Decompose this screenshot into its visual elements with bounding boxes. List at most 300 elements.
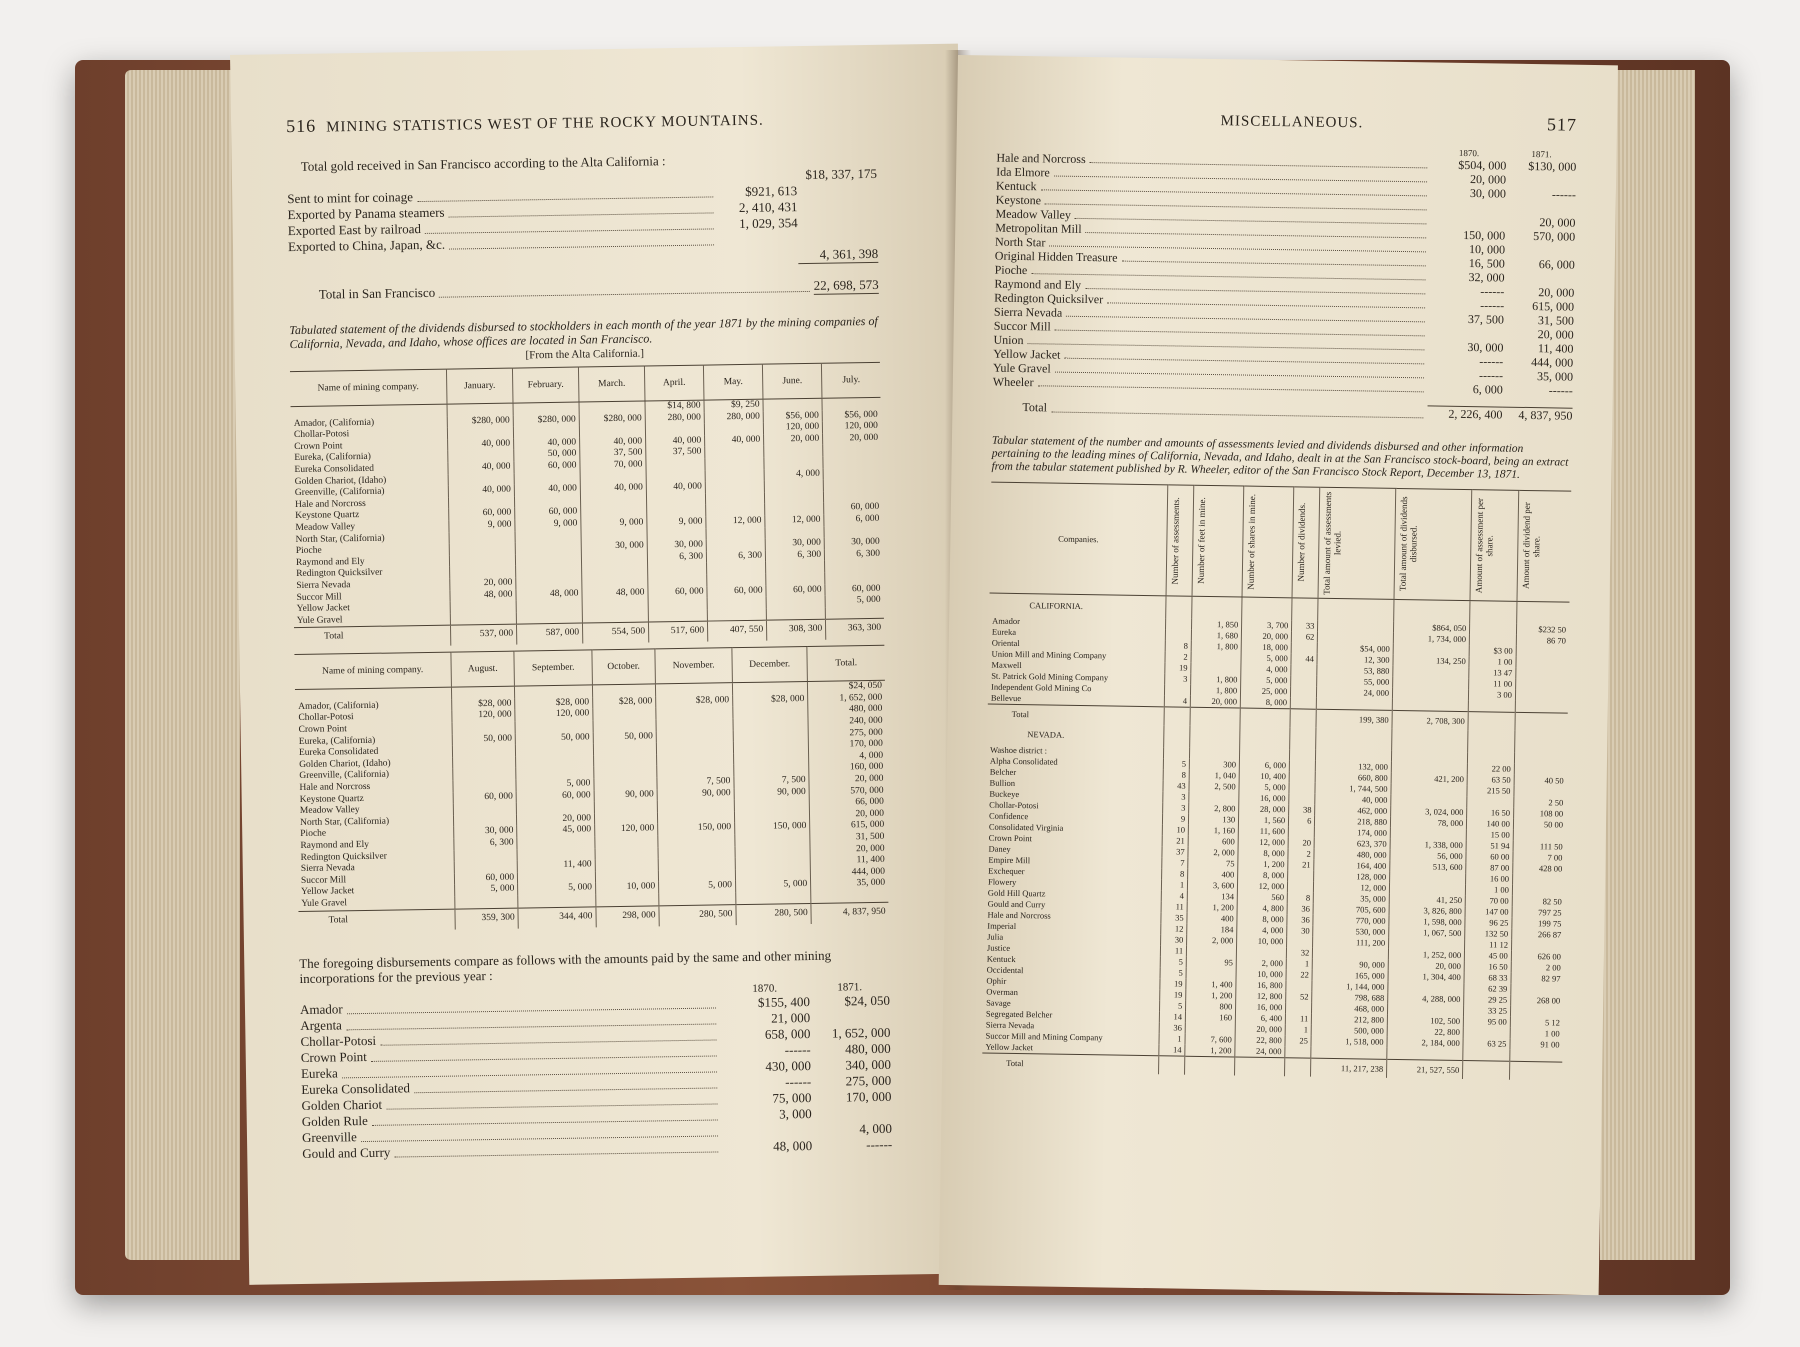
jan-jul-cell: 37, 500	[646, 447, 705, 460]
nevada-cell: 300	[1189, 759, 1239, 771]
nevada-cell	[1512, 885, 1565, 897]
aug-dec-cell: 50, 000	[593, 731, 656, 744]
aug-dec-company: Eureka Consolidated	[298, 747, 379, 759]
jan-jul-header-3: March.	[578, 366, 645, 402]
nevada-cell: 11	[1160, 945, 1186, 956]
compare-label: Eureka Consolidated	[301, 1079, 411, 1097]
nevada-cell: 5 12	[1510, 1017, 1563, 1029]
assess-cell	[1166, 596, 1193, 619]
aug-dec-header-3: October.	[592, 649, 656, 685]
cont-label: Original Hidden Treasure	[994, 248, 1118, 265]
nevada-total-cell	[1235, 1057, 1285, 1076]
california-cell	[1516, 679, 1569, 691]
cont-1871: 31, 500	[1537, 313, 1575, 328]
nevada-cell: 12	[1161, 923, 1187, 934]
nevada-cell	[1289, 771, 1315, 782]
california-total-cell	[1468, 712, 1515, 731]
jan-jul-cell	[515, 553, 581, 566]
compare-1871: 275, 000	[845, 1072, 892, 1089]
nevada-cell: 36	[1159, 1022, 1185, 1033]
nevada-cell: 35	[1161, 912, 1187, 923]
nevada-cell: 16, 800	[1236, 979, 1286, 991]
jan-jul-cell	[765, 526, 824, 539]
california-company: Amador	[992, 615, 1021, 627]
nevada-cell: 480, 000	[1314, 849, 1390, 861]
california-total-cell: 2, 708, 300	[1392, 710, 1468, 730]
california-cell: 4	[1164, 695, 1190, 707]
nevada-cell: 38	[1289, 804, 1315, 815]
nevada-cell: 10, 000	[1237, 935, 1287, 947]
nevada-cell: 10	[1162, 824, 1188, 835]
california-company: Maxwell	[991, 659, 1022, 671]
cont-label: Metropolitan Mill	[995, 220, 1082, 236]
gold-row-label: Exported to China, Japan, &c.	[287, 236, 446, 255]
jan-jul-cell: 40, 000	[580, 436, 646, 449]
nevada-cell: 215 50	[1467, 785, 1514, 797]
compare-label: Greenville	[301, 1128, 357, 1145]
nevada-cell	[1286, 980, 1312, 991]
nevada-cell: 212, 800	[1312, 1014, 1388, 1026]
aug-dec-cell: 5, 000	[455, 884, 518, 897]
jan-jul-cell	[823, 467, 882, 480]
nevada-cell: 14	[1159, 1011, 1185, 1022]
gold-subtotal: 4, 361, 398	[819, 245, 879, 262]
nevada-cell: 4	[1161, 890, 1187, 901]
jan-jul-cell	[579, 425, 645, 438]
california-cell	[1468, 700, 1515, 712]
nevada-cell: 51 94	[1466, 840, 1513, 852]
nevada-cell: 75	[1188, 858, 1238, 870]
california-cell: 2	[1165, 651, 1191, 662]
nevada-cell: 82 97	[1511, 973, 1564, 985]
jan-jul-cell: 30, 000	[581, 541, 647, 554]
california-cell: 18, 000	[1241, 642, 1291, 654]
aug-dec-company: Meadow Valley	[299, 805, 360, 817]
jan-jul-cell	[448, 473, 514, 486]
jan-jul-company: Chollar-Potosi	[293, 429, 350, 441]
nevada-company: Imperial	[987, 920, 1017, 932]
assess-header-text: Number of feet in mine.	[1195, 497, 1208, 585]
nevada-cell	[1187, 946, 1237, 958]
left-head-title: MINING STATISTICS WEST OF THE ROCKY MOUNTAINS.	[326, 112, 764, 136]
jan-jul-cell: 6, 300	[765, 549, 824, 562]
nevada-cell: 16 50	[1467, 807, 1514, 819]
california-cell	[1516, 668, 1569, 680]
jan-jul-cell: 40, 000	[514, 484, 580, 497]
cont-1870: 6, 000	[1472, 382, 1503, 397]
jan-jul-cell	[513, 402, 579, 415]
california-cell: $232 50	[1516, 624, 1569, 636]
california-total-cell	[1290, 709, 1316, 728]
cont-1870: 20, 000	[1470, 172, 1507, 187]
jan-jul-cell: 12, 000	[706, 516, 765, 529]
nevada-cell: 56, 000	[1390, 850, 1466, 862]
dot-leader	[1037, 385, 1423, 392]
nevada-cell: 600	[1188, 836, 1238, 848]
jan-jul-total-cell: 407, 550	[708, 620, 767, 641]
jan-jul-cell	[766, 607, 825, 620]
aug-dec-cell: 10, 000	[595, 882, 658, 895]
jan-jul-cell: 60, 000	[514, 461, 580, 474]
nevada-company: Savage	[986, 997, 1011, 1008]
california-cell: 8	[1165, 640, 1191, 651]
california-cell: $864, 050	[1394, 622, 1470, 634]
jan-jul-cell: 60, 000	[515, 507, 581, 520]
jan-jul-cell: 40, 000	[448, 485, 514, 498]
jan-jul-total-cell: 363, 300	[826, 619, 885, 640]
nevada-cell	[1189, 792, 1239, 804]
cont-label: Hale and Norcross	[996, 150, 1086, 167]
right-head-title: MISCELLANEOUS.	[1220, 113, 1364, 132]
aug-dec-cell: 7, 500	[657, 776, 734, 789]
cont-1871: 615, 000	[1532, 299, 1575, 314]
jan-jul-cell: 120, 000	[763, 422, 822, 435]
cont-1871: 11, 400	[1537, 341, 1574, 356]
nevada-cell: 2, 500	[1189, 781, 1239, 793]
jan-jul-cell	[450, 601, 516, 614]
nevada-cell: 199 75	[1512, 918, 1565, 930]
nevada-cell: 30	[1161, 934, 1187, 945]
nevada-cell: 3, 024, 000	[1391, 806, 1467, 818]
nevada-cell: 1, 040	[1189, 770, 1239, 782]
jan-jul-cell	[764, 457, 823, 470]
assess-header-text: Total amount of assessments levied.	[1321, 491, 1343, 595]
nevada-cell: 40, 000	[1315, 794, 1391, 806]
nevada-cell: 24, 000	[1235, 1045, 1285, 1057]
nevada-cell: 62 39	[1464, 983, 1511, 995]
nevada-cell	[1510, 1006, 1563, 1018]
nevada-cell: 468, 000	[1312, 1003, 1388, 1015]
cont-label: Raymond and Ely	[994, 276, 1082, 292]
jan-jul-cell	[823, 479, 882, 492]
nevada-cell: 8, 000	[1238, 869, 1288, 881]
nevada-cell: 35, 000	[1314, 893, 1390, 905]
aug-dec-cell: 5, 000	[518, 883, 596, 896]
assess-cell	[1192, 596, 1242, 619]
nevada-cell: 6, 000	[1239, 760, 1289, 772]
cont-1870: 150, 000	[1463, 227, 1506, 243]
compare-1870: $155, 400	[757, 993, 811, 1010]
nevada-company: Alpha Consolidated	[989, 755, 1058, 767]
jan-jul-cell	[825, 572, 884, 585]
nevada-cell: 660, 800	[1315, 772, 1391, 784]
nevada-cell: 16, 000	[1239, 793, 1289, 805]
nevada-cell: 421, 200	[1391, 773, 1467, 785]
nevada-cell: 1, 160	[1188, 825, 1238, 837]
gold-intro: Total gold received in San Francisco according to the Alta California :	[300, 153, 666, 174]
jan-jul-cell	[707, 562, 766, 575]
nevada-cell: 7	[1162, 857, 1188, 868]
nevada-cell: 130	[1189, 814, 1239, 826]
nevada-cell: 41, 250	[1389, 894, 1465, 906]
jan-jul-cell: 12, 000	[765, 515, 824, 528]
jan-jul-cell: 20, 000	[450, 577, 516, 590]
jan-jul-cell: 70, 000	[580, 459, 646, 472]
nevada-cell: 5	[1160, 956, 1186, 967]
jan-jul-cell: 20, 000	[823, 433, 882, 446]
nevada-total-cell	[1285, 1058, 1311, 1077]
jan-jul-cell	[646, 470, 705, 483]
cont-1870: $504, 000	[1458, 157, 1507, 173]
assess-cell	[1392, 729, 1469, 752]
california-cell: 3 00	[1469, 689, 1516, 701]
nevada-cell: 560	[1237, 891, 1287, 903]
aug-dec-header-1: August.	[451, 651, 515, 687]
nevada-cell: 2, 000	[1187, 935, 1237, 947]
nevada-cell	[1510, 1050, 1563, 1062]
jan-jul-cell: 40, 000	[580, 483, 646, 496]
california-total-cell	[1240, 708, 1290, 727]
nevada-cell: 20	[1288, 837, 1314, 848]
cont-1871: ------	[1548, 383, 1573, 398]
nevada-cell: 428 00	[1513, 863, 1566, 875]
jan-jul-company: Meadow Valley	[295, 522, 356, 533]
jan-jul-cell: $280, 000	[447, 415, 513, 428]
jan-jul-cell	[450, 566, 516, 579]
right-page	[939, 55, 1618, 1295]
jan-jul-cell	[705, 492, 764, 505]
nevada-total-label: Total	[982, 1053, 1159, 1074]
nevada-cell: 1	[1285, 1024, 1311, 1035]
compare-label: Eureka	[300, 1064, 338, 1081]
assess-cell	[1517, 601, 1570, 624]
nevada-cell: 45 00	[1465, 950, 1512, 962]
nevada-cell: 770, 000	[1313, 915, 1389, 927]
california-cell	[1191, 652, 1241, 664]
nevada-cell: 800	[1186, 1001, 1236, 1013]
jan-jul-cell	[648, 598, 707, 611]
aug-dec-company: Eureka, (California)	[298, 735, 376, 747]
compare-label: Crown Point	[300, 1048, 367, 1065]
nevada-company: Crown Point	[988, 832, 1033, 844]
aug-dec-cell	[593, 743, 656, 756]
jan-jul-header-6: June.	[763, 363, 823, 399]
california-cell: 3	[1165, 673, 1191, 684]
nevada-cell	[1185, 1023, 1235, 1035]
jan-jul-cell	[647, 528, 706, 541]
nevada-cell: 623, 370	[1314, 838, 1390, 850]
california-cell	[1290, 697, 1316, 709]
nevada-company: Empire Mill	[988, 854, 1031, 866]
nevada-cell: 3, 826, 800	[1389, 905, 1465, 917]
nevada-cell: 16 50	[1464, 961, 1511, 973]
nevada-company: Flowery	[987, 876, 1017, 888]
nevada-cell: 21	[1162, 835, 1188, 846]
jan-jul-cell	[825, 560, 884, 573]
jan-jul-cell	[514, 495, 580, 508]
dividends-table-jan-jul	[290, 362, 884, 649]
nevada-cell: 63 50	[1467, 774, 1514, 786]
jan-jul-cell	[704, 423, 763, 436]
aug-dec-cell: 90, 000	[594, 789, 657, 802]
jan-jul-company: Golden Chariot, (Idaho)	[294, 475, 387, 487]
nevada-cell: 1	[1159, 1033, 1185, 1044]
california-company: St. Patrick Gold Mining Company	[991, 670, 1109, 683]
jan-jul-cell: $280, 000	[513, 414, 579, 427]
jan-jul-cell	[646, 459, 705, 472]
aug-dec-cell	[595, 870, 658, 883]
compare-year-1871: 1871.	[837, 980, 863, 994]
gold-row-value: 1, 029, 354	[739, 215, 798, 232]
california-cell	[1469, 634, 1516, 646]
left-page	[230, 44, 977, 1285]
california-cell: 53, 880	[1317, 665, 1393, 677]
jan-jul-company: Hale and Norcross	[294, 498, 366, 510]
assess-cell	[1318, 598, 1394, 622]
jan-jul-company: Yellow Jacket	[296, 603, 350, 615]
aug-dec-company: North Star, (California)	[299, 816, 390, 828]
california-cell: 20, 000	[1190, 696, 1240, 708]
jan-jul-cell	[582, 564, 648, 577]
nevada-company: Overman	[986, 986, 1019, 998]
nevada-cell: 43	[1163, 780, 1189, 791]
jan-jul-cell: 9, 000	[515, 518, 581, 531]
dividends-table-title: Tabulated statement of the dividends disbursed to stockholders in each month of the year 1871 by the mining companies of California, Nevada, and Idaho, whose offices are located in San Francisco.	[289, 313, 878, 352]
nevada-cell: 184	[1187, 924, 1237, 936]
aug-dec-cell: 5, 000	[735, 879, 810, 892]
jan-jul-cell	[448, 450, 514, 463]
aug-dec-cell: 11, 400	[517, 860, 595, 873]
cont-1870: 10, 000	[1468, 242, 1506, 257]
aug-dec-cell: 50, 000	[515, 732, 593, 745]
california-company: Union Mill and Mining Company	[991, 648, 1107, 661]
gold-total-received: $18, 337, 175	[805, 165, 878, 182]
nevada-cell: 797 25	[1512, 907, 1565, 919]
california-company: Bellevue	[990, 692, 1022, 704]
cont-label: Sierra Nevada	[993, 304, 1063, 320]
nevada-cell	[1288, 826, 1314, 837]
nevada-cell: 78, 000	[1390, 817, 1466, 829]
nevada-total-cell	[1509, 1061, 1562, 1080]
nevada-cell: 16 00	[1466, 873, 1513, 885]
compare-1870: 3, 000	[779, 1105, 812, 1122]
jan-jul-cell	[581, 506, 647, 519]
nevada-company: Kentuck	[986, 953, 1016, 965]
nevada-cell: 22	[1286, 969, 1312, 980]
cont-label: Yule Gravel	[992, 360, 1051, 376]
nevada-cell: 91 00	[1510, 1039, 1563, 1051]
california-cell	[1164, 684, 1190, 695]
assess-cell	[1242, 597, 1292, 620]
nevada-company: Daney	[988, 843, 1011, 854]
nevada-cell: 10, 000	[1236, 968, 1286, 980]
jan-jul-company: Raymond and Ely	[295, 556, 365, 568]
california-cell	[1291, 686, 1317, 697]
california-cell: 1, 734, 000	[1393, 633, 1469, 645]
jan-jul-cell	[764, 445, 823, 458]
jan-jul-company: Keystone Quartz	[295, 510, 360, 522]
assess-cell	[1290, 727, 1316, 749]
nevada-total-cell	[1159, 1056, 1185, 1075]
nevada-cell: 25	[1285, 1035, 1311, 1046]
nevada-cell: 9	[1162, 813, 1188, 824]
nevada-cell: 22 00	[1467, 763, 1514, 775]
jan-jul-cell: 40, 000	[705, 434, 764, 447]
jan-jul-cell	[516, 600, 582, 613]
nevada-cell: 20, 000	[1388, 960, 1464, 972]
california-cell: 5, 000	[1241, 653, 1291, 665]
assess-cell	[1292, 598, 1319, 621]
aug-dec-cell	[453, 803, 516, 816]
nevada-cell	[1512, 874, 1565, 886]
assessments-table	[982, 482, 1571, 1081]
california-cell	[1191, 663, 1241, 675]
aug-dec-cell: 7, 500	[734, 775, 809, 788]
assess-header-7	[1470, 490, 1518, 602]
aug-dec-cell: 45, 000	[517, 825, 595, 838]
california-cell: 1, 800	[1191, 641, 1241, 653]
nevada-cell: 1 00	[1466, 884, 1513, 896]
nevada-cell: 16, 000	[1236, 1001, 1286, 1013]
california-cell: 33	[1292, 620, 1318, 631]
jan-jul-cell: 20, 000	[764, 434, 823, 447]
aug-dec-cell: 615, 000	[810, 820, 888, 833]
jan-jul-cell	[823, 456, 882, 469]
nevada-cell: 11, 600	[1238, 826, 1288, 838]
nevada-cell: 2 50	[1514, 797, 1567, 809]
nevada-cell: 32	[1287, 947, 1313, 958]
aug-dec-total-label: Total	[298, 909, 455, 932]
assessments-title: Tabular statement of the number and amounts of assessments levied and dividends disbursed and other information pertaining to the leading mines of California, Nevada, and Idaho, dealt in at the San Francisco stock-board, being an extract from the tabular statement published by R. Wheeler, editor of the San Francisco Stock Report, December 13, 1871.	[991, 434, 1569, 481]
nevada-cell: 1, 744, 500	[1315, 783, 1391, 795]
jan-jul-cell	[825, 606, 884, 619]
aug-dec-company: Raymond and Ely	[300, 839, 370, 851]
nevada-cell: 50 00	[1513, 819, 1566, 831]
aug-dec-cell: 4, 000	[809, 751, 887, 764]
nevada-cell: 108 00	[1514, 808, 1567, 820]
nevada-cell: 14	[1159, 1044, 1185, 1056]
jan-jul-cell	[706, 539, 765, 552]
nevada-cell	[1237, 946, 1287, 958]
aug-dec-cell	[595, 847, 658, 860]
california-cell	[1515, 701, 1568, 713]
jan-jul-cell: 9, 000	[581, 517, 647, 530]
nevada-cell: 19	[1160, 989, 1186, 1000]
nevada-cell: 140 00	[1467, 818, 1514, 830]
nevada-company: Gold Hill Quartz	[987, 887, 1046, 899]
compare-1870: 75, 000	[772, 1089, 812, 1106]
nevada-cell: 5	[1160, 967, 1186, 978]
california-cell	[1515, 690, 1568, 702]
aug-dec-cell: 150, 000	[658, 823, 735, 836]
jan-jul-header-7: July.	[822, 362, 881, 398]
nevada-cell: 132, 000	[1316, 761, 1392, 773]
nevada-company: Succor Mill and Mining Company	[985, 1030, 1103, 1043]
jan-jul-cell	[581, 552, 647, 565]
jan-jul-cell: 40, 000	[646, 482, 705, 495]
nevada-cell: 462, 000	[1315, 805, 1391, 817]
jan-jul-company: Pioche	[295, 545, 322, 557]
jan-jul-cell: 5, 000	[825, 595, 884, 608]
aug-dec-header-2: September.	[514, 650, 592, 686]
jan-jul-cell: 60, 000	[825, 583, 884, 596]
nevada-cell: 3	[1163, 802, 1189, 813]
aug-dec-company: Keystone Quartz	[299, 793, 364, 805]
assess-cell	[1316, 728, 1392, 751]
california-cell: 3, 700	[1242, 620, 1292, 632]
dividends-table-aug-dec	[294, 645, 888, 932]
aug-dec-cell: 1, 652, 000	[808, 693, 886, 706]
aug-dec-cell: 5, 000	[659, 881, 736, 894]
nevada-cell: 626 00	[1511, 951, 1564, 963]
assess-cell	[1468, 730, 1515, 753]
assess-cell	[1515, 731, 1568, 754]
aug-dec-cell	[452, 722, 515, 735]
aug-dec-cell	[451, 686, 514, 699]
california-cell: 4, 000	[1241, 664, 1291, 676]
california-total-label: Total	[988, 704, 1165, 725]
jan-jul-total-cell: 537, 000	[450, 624, 516, 646]
